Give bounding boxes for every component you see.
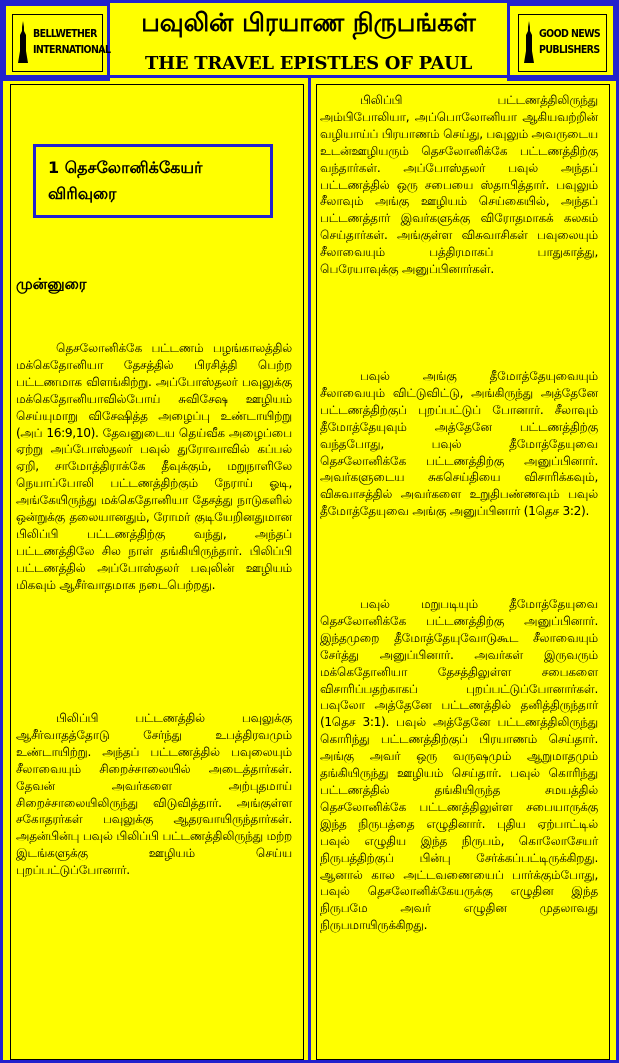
- commentary-title-box: [33, 144, 273, 218]
- paragraph: [16, 710, 292, 879]
- right-column: [316, 78, 614, 1060]
- paragraph: [320, 92, 598, 278]
- paragraph-text: பவுல் அங்கு தீமோத்தேயுவையும் சீலாவையும் விட்டுவிட்டு, அங்கிருந்து அத்தேனே பட்டணத்திற்குப் புறப்பட்டுப் போனார். சீலாவும் தீமோத்தேயுவும் அத்தேனே பட்டணத்திற்கு வந்தபோது, பவுல் தீமோத்தேயுவை தெசலோனிக்கே பட்டணத்திற்கு அனுப்பினார். அவர்களுடைய சுகசெய்தியை விசாரிக்கவும், விசுவாசத்தில் அவர்களை உறுதிபண்ணவும் பவுல் தீமோத்தேயுவை அங்கு அனுப்பினார் (1தெச 3:2).: [320, 369, 598, 519]
- left-logo-line1: BELLWETHER: [33, 28, 97, 40]
- right-logo-line1: GOOD NEWS: [539, 28, 601, 40]
- paragraph-text: பிலிப்பி பட்டணத்தில் பவுலுக்கு ஆசீர்வாதத்தோடு சேர்ந்து உபத்திரவமும் உண்டாயிற்று. அந்தப் பட்டணத்தில் பவுலையும் சீலாவையும் சிறைச்சாலையில் அடைத்தார்கள். தேவன் அவர்களை அற்புதமாய் சிறைச்சாலையிலிருந்து விடுவித்தார். அங்குள்ள சகோதரர்கள் பவுலுக்கு ஆதரவாயிருந்தார்கள். அதன்பின்பு பவுல் பிலிப்பி பட்டணத்திலிருந்து மற்ற இடங்களுக்கு ஊழியம் செய்ய புறப்பட்டுப்போனார்.: [16, 711, 292, 878]
- bell-tower-icon: [523, 21, 535, 63]
- left-column: [6, 78, 304, 1060]
- paragraph-text: தெசலோனிக்கே பட்டணம் பழங்காலத்தில் மக்கெதோனியா தேசத்தில் பிரசித்தி பெற்ற பட்டணமாக விளங்கிற்று. அப்போஸ்தலர் பவுலுக்கு மக்கெதோனியாவில்போய் சுவிசேஷ ஊழியம் செய்யுமாறு விசேஷித்த அழைப்பு உண்டாயிற்று (அப் 16:9,10). தேவனுடைய தெய்வீக அழைப்பை ஏற்று அப்போஸ்தலர் பவுல் துரோவாவில் கப்பல் ஏறி, சாமோத்திராக்கே தீவுக்கும், மறுநாளிலே நெயாப்போலி பட்டணத்திற்கும் நேராய் ஓடி, அங்கேயிருந்து மக்கெதோனியா தேசத்து நாடுகளில் ஒன்றுக்கு தலையானதும், ரோமர் குடியேறினதுமான பிலிப்பி பட்டணத்திற்கு வந்து, அந்தப் பட்டணத்திலே சில நாள் தங்கியிருந்தார். பிலிப்பி பட்டணத்தில் அப்போஸ்தலர் பவுலின் ஊழியம் மிகவும் ஆசீர்வாதமாக நடைபெற்றது.: [16, 341, 292, 592]
- bellwether-logo-box: [3, 3, 110, 81]
- bellwether-logo: [12, 14, 111, 72]
- header: [0, 0, 619, 78]
- good-news-logo-box: [507, 3, 616, 81]
- left-logo-line2: INTERNATIONAL: [33, 44, 111, 56]
- paragraph: [320, 368, 598, 520]
- introduction-heading: முன்னுரை: [16, 275, 87, 293]
- right-logo-line2: PUBLISHERS: [539, 44, 600, 56]
- paragraph-text: பவுல் மறுபடியும் தீமோத்தேயுவை தெசலோனிக்கே பட்டணத்திற்கு அனுப்பினார். இந்தமுறை தீமோத்தேயுவோடுகூட சீலாவையும் சேர்த்து அனுப்பினார். அவர்கள் இருவரும் மக்கெதோனியா தேசத்திலுள்ள சபைகளை விசாரிப்பதற்காகப் புறப்பட்டுப்போனார்கள். பவுலோ அத்தேனே பட்டணத்தில் தனித்திருந்தார் (1தெச 3:1). பவுல் அத்தேனே பட்டணத்திலிருந்து கொரிந்து பட்டணத்திற்குப் பிரயாணம் செய்தார். அங்கு அவர் ஒரு வருஷமும் ஆறுமாதமும் தங்கியிருந்து ஊழியம் செய்தார். பவுல் கொரிந்து பட்டணத்தில் தங்கியிருந்த சமயத்தில் தெசலோனிக்கே பட்டணத்திலுள்ள சபையாருக்கு இந்த நிருபத்தை எழுதினார். புதிய ஏற்பாட்டில் பவுல் எழுதிய இந்த நிருபம், கொலோசேயர் நிருபத்திற்குப் பின்பு சேர்க்கப்பட்டிருக்கிறது. ஆனால் கால அட்டவணையைப் பார்க்கும்போது, பவுல் தெசலோனிக்கேயருக்கு எழுதின இந்த நிருபமே அவர் எழுதின முதலாவது நிருபமாயிருக்கிறது.: [320, 597, 598, 933]
- bell-tower-icon: [17, 21, 29, 63]
- good-news-logo: [518, 14, 607, 72]
- commentary-title-line2: விரிவுரை: [48, 184, 117, 203]
- title-tamil: பவுலின் பிரயாண நிருபங்கள்: [141, 8, 476, 37]
- paragraph: [320, 596, 598, 934]
- column-divider: [308, 78, 311, 1063]
- paragraph-text: பிலிப்பி பட்டணத்திலிருந்து அம்பிபோலியா, அப்பொலோனியா ஆகியவற்றின் வழியாய்ப் பிரயாணம் செய்து, பவுலும் அவருடைய உடன்ஊழியரும் தெசலோனிக்கே பட்டணத்திற்கு வந்தார்கள். அப்போஸ்தலர் பவுல் அந்தப் பட்டணத்தில் ஒரு சபையை ஸ்தாபித்தார். பவுலும் சீலாவும் அங்கு ஊழியம் செய்கையில், அந்தப் பட்டணத்தார் இவர்களுக்கு விரோதமாகக் கலகம் செய்தார்கள். அங்குள்ள விசுவாசிகள் பவுலையும் சீலாவையும் பத்திரமாகப் பாதுகாத்து, பெரேயாவுக்கு அனுப்பினார்கள்.: [320, 93, 598, 277]
- paragraph: [16, 340, 292, 594]
- commentary-title-line1: 1 தெசலோனிக்கேயர்: [48, 158, 203, 177]
- title-english: THE TRAVEL EPISTLES OF PAUL: [145, 53, 472, 74]
